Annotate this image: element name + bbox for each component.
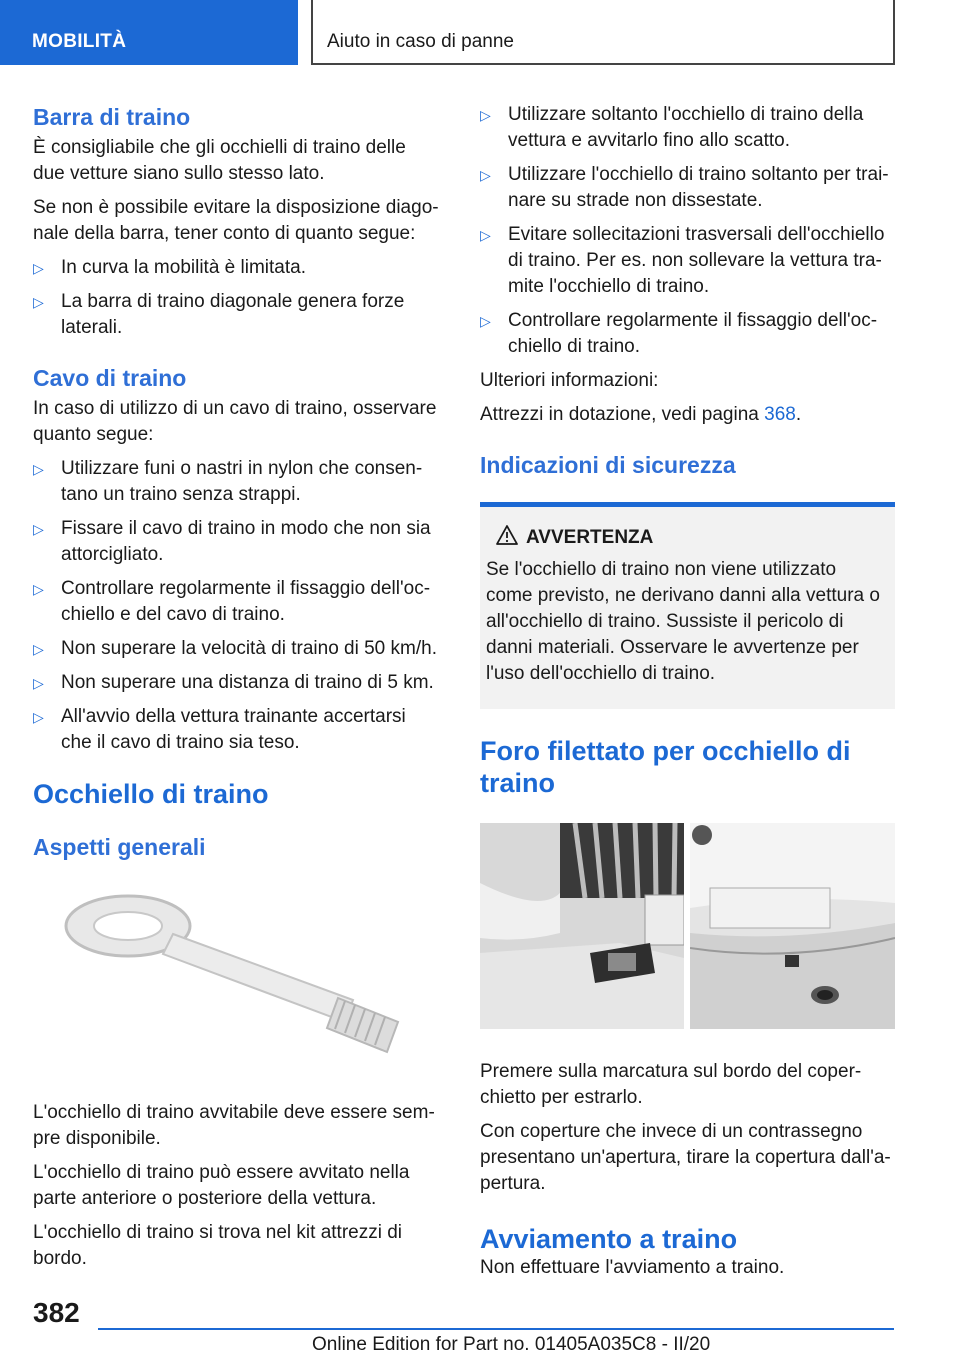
tow-eye-image bbox=[53, 882, 423, 1082]
foro-paragraph-1: Premere sulla marcatura sul bordo del coperchietto per estrarlo. bbox=[480, 1061, 862, 1108]
aspetti-heading: Aspetti generali bbox=[33, 834, 206, 860]
warning-title: AVVERTENZA bbox=[486, 525, 887, 551]
bullet-icon: ▷ bbox=[33, 294, 44, 310]
occhiello-paragraph-3: L'occhiello di traino si trova nel kit attrezzi di bordo. bbox=[33, 1222, 403, 1269]
chapter-title: Aiuto in caso di panne bbox=[311, 0, 895, 65]
barra-paragraph-2: Se non è possibile evitare la disposizione diagonale della barra, tener conto di quanto segue: bbox=[33, 197, 439, 244]
bullet-icon: ▷ bbox=[480, 313, 491, 329]
list-item: ▷ Controllare regolarmente il fissaggio dell'occhiello di traino. bbox=[480, 310, 878, 357]
list-item: ▷ La barra di traino diagonale genera forze laterali. bbox=[33, 291, 405, 338]
list-item: ▷ All'avvio della vettura trainante accertarsi che il cavo di traino sia teso. bbox=[33, 706, 406, 753]
barra-heading: Barra di traino bbox=[33, 104, 191, 130]
bullet-icon: ▷ bbox=[33, 641, 44, 657]
page-number: 382 bbox=[33, 1297, 80, 1328]
bullet-icon: ▷ bbox=[480, 167, 491, 183]
occhiello-paragraph-2: L'occhiello di traino può essere avvitato nella parte anteriore o posteriore della vettura. bbox=[33, 1162, 410, 1209]
list-item: ▷ Controllare regolarmente il fissaggio dell'occhiello e del cavo di traino. bbox=[33, 578, 431, 625]
bullet-icon: ▷ bbox=[33, 581, 44, 597]
foro-paragraph-2: Con coperture che invece di un contrassegno presentano un'apertura, tirare la copertura dall'apertura. bbox=[480, 1121, 891, 1194]
cavo-list bbox=[33, 456, 441, 756]
bullet-icon: ▷ bbox=[480, 227, 491, 243]
occhiello-paragraph-1: L'occhiello di traino avvitabile deve essere sempre disponibile. bbox=[33, 1102, 435, 1149]
avviamento-paragraph: Non effettuare l'avviamento a traino. bbox=[480, 1257, 785, 1278]
rear-bumper-photo bbox=[690, 823, 895, 1029]
list-item: ▷ In curva la mobilità è limitata. bbox=[33, 255, 441, 281]
warning-triangle-icon bbox=[496, 525, 518, 545]
section-tab: MOBILITÀ bbox=[0, 0, 298, 65]
bullet-icon: ▷ bbox=[33, 260, 44, 276]
barra-paragraph-1: È consigliabile che gli occhielli di traino delle due vetture siano sullo stesso lato. bbox=[33, 137, 406, 184]
list-item: ▷ Utilizzare soltanto l'occhiello di traino della vettura e avvitarlo fino allo scatto. bbox=[480, 104, 864, 151]
info-label: Ulteriori informazioni: bbox=[480, 370, 659, 391]
bullet-icon: ▷ bbox=[33, 709, 44, 725]
avviamento-heading: Avviamento a traino bbox=[480, 1224, 738, 1254]
info-paragraph: Attrezzi in dotazione, vedi pagina 368. bbox=[480, 404, 802, 425]
bullet-icon: ▷ bbox=[33, 461, 44, 477]
foro-heading: Foro filettato per occhiello di traino bbox=[480, 736, 851, 798]
list-item: ▷ Utilizzare l'occhiello di traino soltanto per trainare su strade non dissestate. bbox=[480, 164, 889, 211]
left-column bbox=[33, 102, 441, 1280]
bullet-icon: ▷ bbox=[480, 107, 491, 123]
sicurezza-heading: Indicazioni di sicurezza bbox=[480, 452, 736, 478]
list-item: ▷ Non superare la velocità di traino di 50 km/h. bbox=[33, 636, 441, 662]
cavo-paragraph: In caso di utilizzo di un cavo di traino, osservare quanto segue: bbox=[33, 398, 437, 445]
list-item: ▷ Non superare una distanza di traino di 5 km. bbox=[33, 670, 441, 696]
occhiello-heading: Occhiello di traino bbox=[33, 779, 269, 809]
photo-row bbox=[480, 823, 895, 1029]
warning-box bbox=[480, 507, 895, 709]
bullet-icon: ▷ bbox=[33, 675, 44, 691]
list-item: ▷ Utilizzare funi o nastri in nylon che consentano un traino senza strappi. bbox=[33, 458, 423, 505]
right-column bbox=[480, 102, 895, 1289]
cavo-heading: Cavo di traino bbox=[33, 365, 187, 391]
occhiello-list bbox=[480, 102, 895, 360]
footer-rule bbox=[98, 1328, 894, 1330]
list-item: ▷ Evitare sollecitazioni trasversali dell'occhiello di traino. Per es. non sollevare la vettura tramite l'occhiello di traino. bbox=[480, 224, 885, 297]
list-item: ▷ Fissare il cavo di traino in modo che non sia attorcigliato. bbox=[33, 518, 431, 565]
warning-text: Se l'occhiello di traino non viene utilizzato come previsto, ne derivano danni alla vettura o all'occhiello di traino. Sussiste il pericolo di danni materiali. Osservare le avvertenze per l'uso dell'occhiello di traino. bbox=[486, 559, 880, 684]
barra-list bbox=[33, 255, 441, 341]
footer-edition: Online Edition for Part no. 01405A035C8 - II/20 bbox=[312, 1334, 711, 1355]
front-bumper-photo bbox=[480, 823, 684, 1029]
bullet-icon: ▷ bbox=[33, 521, 44, 537]
page-link[interactable]: 368 bbox=[764, 404, 796, 425]
